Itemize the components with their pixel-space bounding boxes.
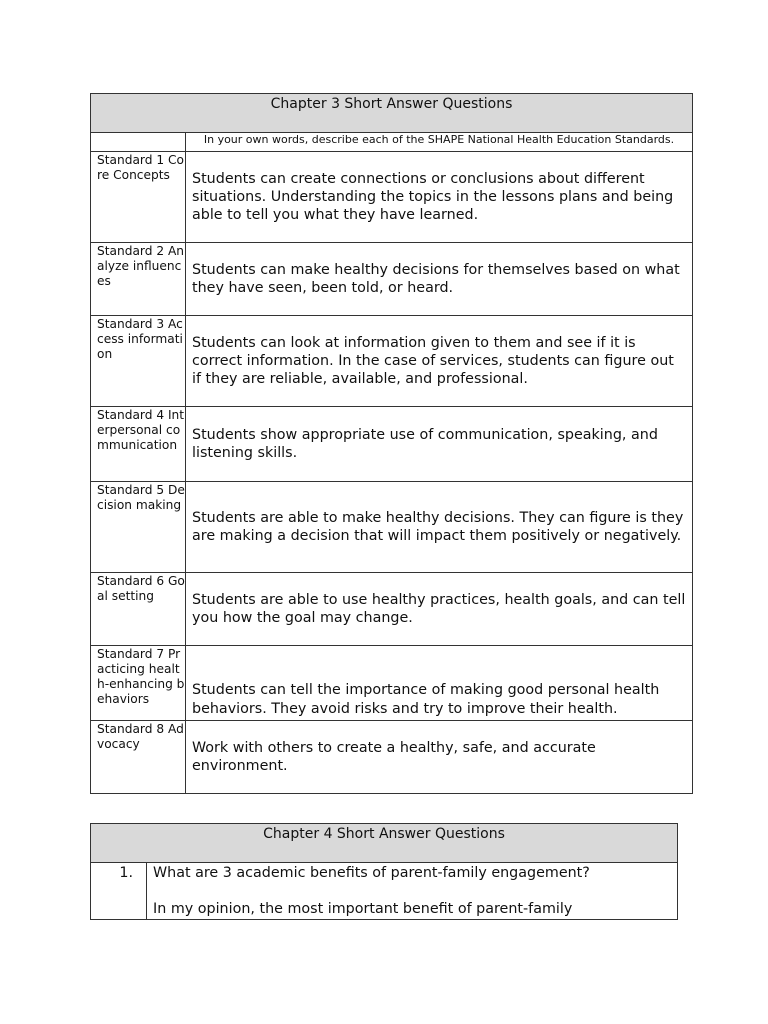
- question-answer: In my opinion, the most important benefit of parent-family: [153, 901, 573, 918]
- question-row: [91, 863, 678, 920]
- standard-label: Standard 2 Analyze influences: [91, 243, 186, 316]
- chapter-3-title: Chapter 3 Short Answer Questions: [91, 94, 693, 133]
- chapter-4-table: [90, 823, 678, 920]
- question-number: 1.: [91, 863, 147, 920]
- chapter-3-instruction: In your own words, describe each of the SHAPE National Health Education Standards.: [186, 133, 693, 152]
- standard-answer: Students are able to make healthy decisions. They can figure is they are making a decision that will impact them positively or negatively.: [186, 482, 693, 573]
- standard-answer: Students can create connections or conclusions about different situations. Understanding the topics in the lessons plans and being able to tell you what they have learned.: [186, 152, 693, 243]
- standard-label: Standard 8 Advocacy: [91, 721, 186, 794]
- standard-row: [91, 152, 693, 243]
- standard-row: [91, 482, 693, 573]
- standard-row: [91, 407, 693, 482]
- question-text: What are 3 academic benefits of parent-family engagement?: [153, 865, 590, 881]
- chapter-4-title: Chapter 4 Short Answer Questions: [91, 824, 678, 863]
- standard-answer: Students can make healthy decisions for themselves based on what they have seen, been told, or heard.: [186, 243, 693, 316]
- instruction-blank-cell: [91, 133, 186, 152]
- standard-row: [91, 243, 693, 316]
- standard-row: [91, 721, 693, 794]
- standard-answer: Work with others to create a healthy, safe, and accurate environment.: [186, 721, 693, 794]
- standard-answer: Students are able to use healthy practices, health goals, and can tell you how the goal may change.: [186, 573, 693, 646]
- standard-label: Standard 3 Access information: [91, 316, 186, 407]
- standard-label: Standard 4 Interpersonal communication: [91, 407, 186, 482]
- standard-row: [91, 646, 693, 721]
- standard-label: Standard 1 Core Concepts: [91, 152, 186, 243]
- chapter-3-table: [90, 93, 693, 794]
- standard-label: Standard 6 Goal setting: [91, 573, 186, 646]
- standard-answer: Students show appropriate use of communication, speaking, and listening skills.: [186, 407, 693, 482]
- standard-label: Standard 7 Practicing health-enhancing behaviors: [91, 646, 186, 721]
- standard-label: Standard 5 Decision making: [91, 482, 186, 573]
- standard-answer: Students can tell the importance of making good personal health behaviors. They avoid risks and try to improve their health.: [186, 646, 693, 721]
- standard-answer: Students can look at information given to them and see if it is correct information. In the case of services, students can figure out if they are reliable, available, and professional.: [186, 316, 693, 407]
- standard-row: [91, 316, 693, 407]
- question-cell: [147, 863, 678, 920]
- standard-row: [91, 573, 693, 646]
